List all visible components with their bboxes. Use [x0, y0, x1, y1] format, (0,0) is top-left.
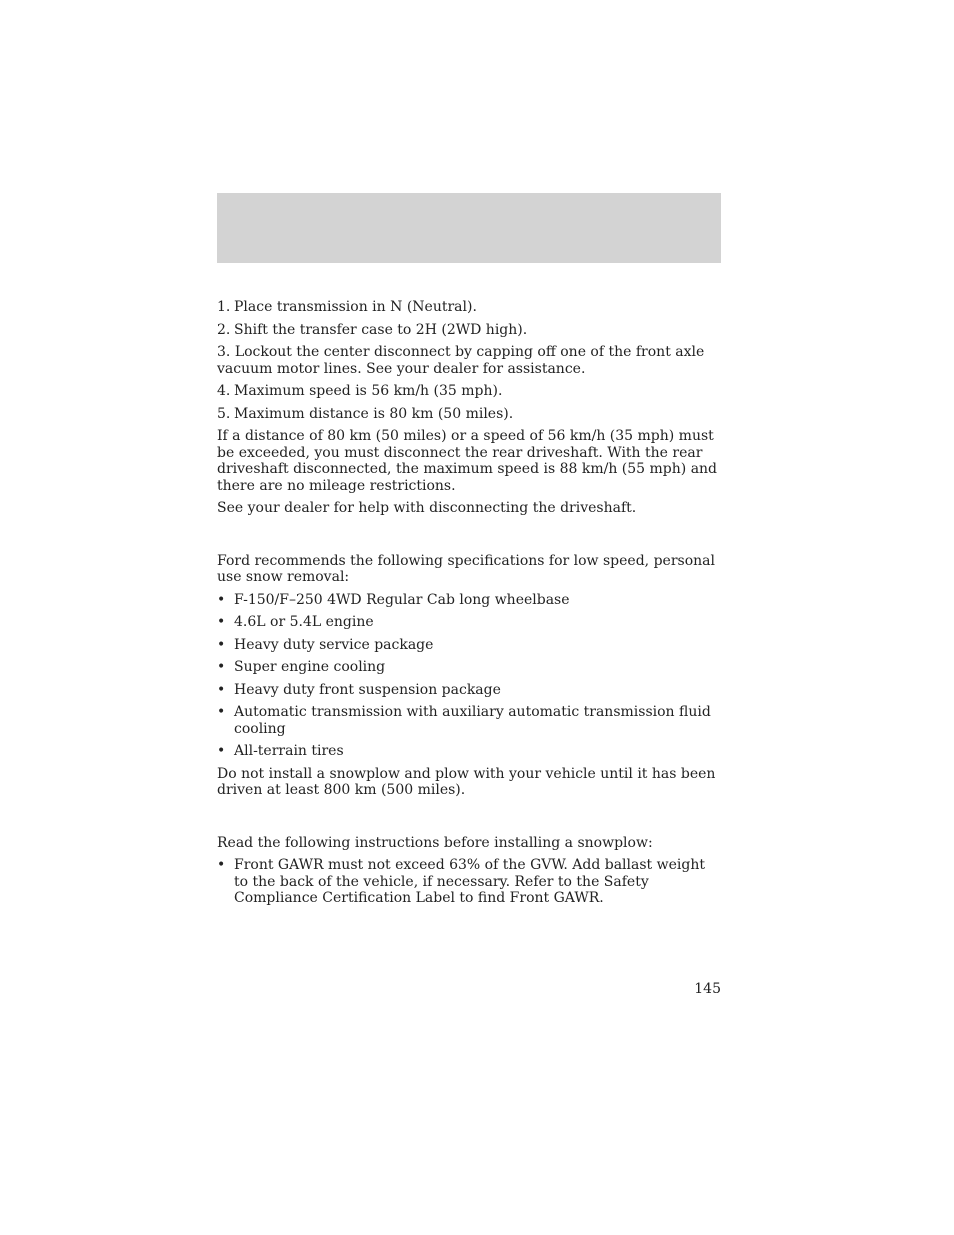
section-gap	[217, 805, 721, 835]
list-item	[217, 659, 721, 676]
list-item-text: Super engine cooling	[234, 659, 386, 675]
step-number: 1.	[217, 299, 231, 315]
page-number: 145	[694, 981, 721, 997]
install-instructions-list	[217, 857, 721, 907]
break-in-paragraph: Do not install a snowplow and plow with your vehicle until it has been driven at least 800 km (500 miles).	[217, 765, 716, 798]
list-item-text: All-terrain tires	[234, 743, 344, 759]
step-number: 2.	[217, 321, 231, 338]
step-text: Place transmission in N (Neutral).	[234, 299, 477, 315]
bullet-icon: •	[217, 857, 226, 873]
list-item-text: 4.6L or 5.4L engine	[234, 614, 374, 630]
step-1	[217, 299, 721, 316]
step-4	[217, 383, 721, 400]
step-text: Lockout the center disconnect by capping off one of the front axle vacuum motor lines. See your dealer for assistance.	[217, 344, 705, 377]
dealer-paragraph: See your dealer for help with disconnecting the driveshaft.	[217, 500, 637, 516]
step-text: Shift the transfer case to 2H (2WD high).	[234, 321, 528, 338]
bullet-icon: •	[217, 614, 226, 630]
snow-specs-list	[217, 592, 721, 760]
list-item-text: Front GAWR must not exceed 63% of the GVW. Add ballast weight to the back of the vehicle, if necessary. Refer to the Safety Compliance Certification Label to find Front GAWR.	[234, 857, 705, 906]
step-text: Maximum distance is 80 km (50 miles).	[234, 405, 514, 422]
list-item	[217, 857, 721, 907]
bullet-icon: •	[217, 743, 226, 759]
list-item-text: Automatic transmission with auxiliary automatic transmission fluid cooling	[234, 704, 711, 737]
list-item-text: Heavy duty front suspension package	[234, 681, 501, 698]
list-item-text: F-150/F–250 4WD Regular Cab long wheelbase	[234, 591, 570, 608]
bullet-icon: •	[217, 704, 226, 720]
step-number: 5.	[217, 405, 231, 422]
section-header-band	[217, 193, 721, 263]
page-content	[217, 299, 721, 913]
list-item	[217, 592, 721, 609]
bullet-icon: •	[217, 591, 226, 608]
list-item	[217, 637, 721, 654]
bullet-icon: •	[217, 659, 226, 675]
step-number: 4.	[217, 383, 231, 399]
list-item	[217, 682, 721, 699]
list-item-text: Heavy duty service package	[234, 636, 434, 653]
install-intro-paragraph: Read the following instructions before installing a snowplow:	[217, 834, 653, 851]
list-item	[217, 743, 721, 760]
list-item	[217, 614, 721, 631]
bullet-icon: •	[217, 636, 226, 653]
towing-paragraph: If a distance of 80 km (50 miles) or a speed of 56 km/h (35 mph) must be exceeded, you must disconnect the rear driveshaft. With the rear driveshaft disconnected, the maximum speed is 88 km/h (55 mph) and there are no mileage restrictions.	[217, 428, 718, 494]
step-text: Maximum speed is 56 km/h (35 mph).	[234, 383, 503, 399]
bullet-icon: •	[217, 681, 226, 698]
snow-intro-paragraph: Ford recommends the following specifications for low speed, personal use snow removal:	[217, 552, 715, 585]
step-number: 3.	[217, 344, 231, 360]
step-5	[217, 406, 721, 423]
step-2	[217, 322, 721, 339]
list-item	[217, 704, 721, 737]
step-3	[217, 344, 721, 377]
section-gap	[217, 523, 721, 553]
